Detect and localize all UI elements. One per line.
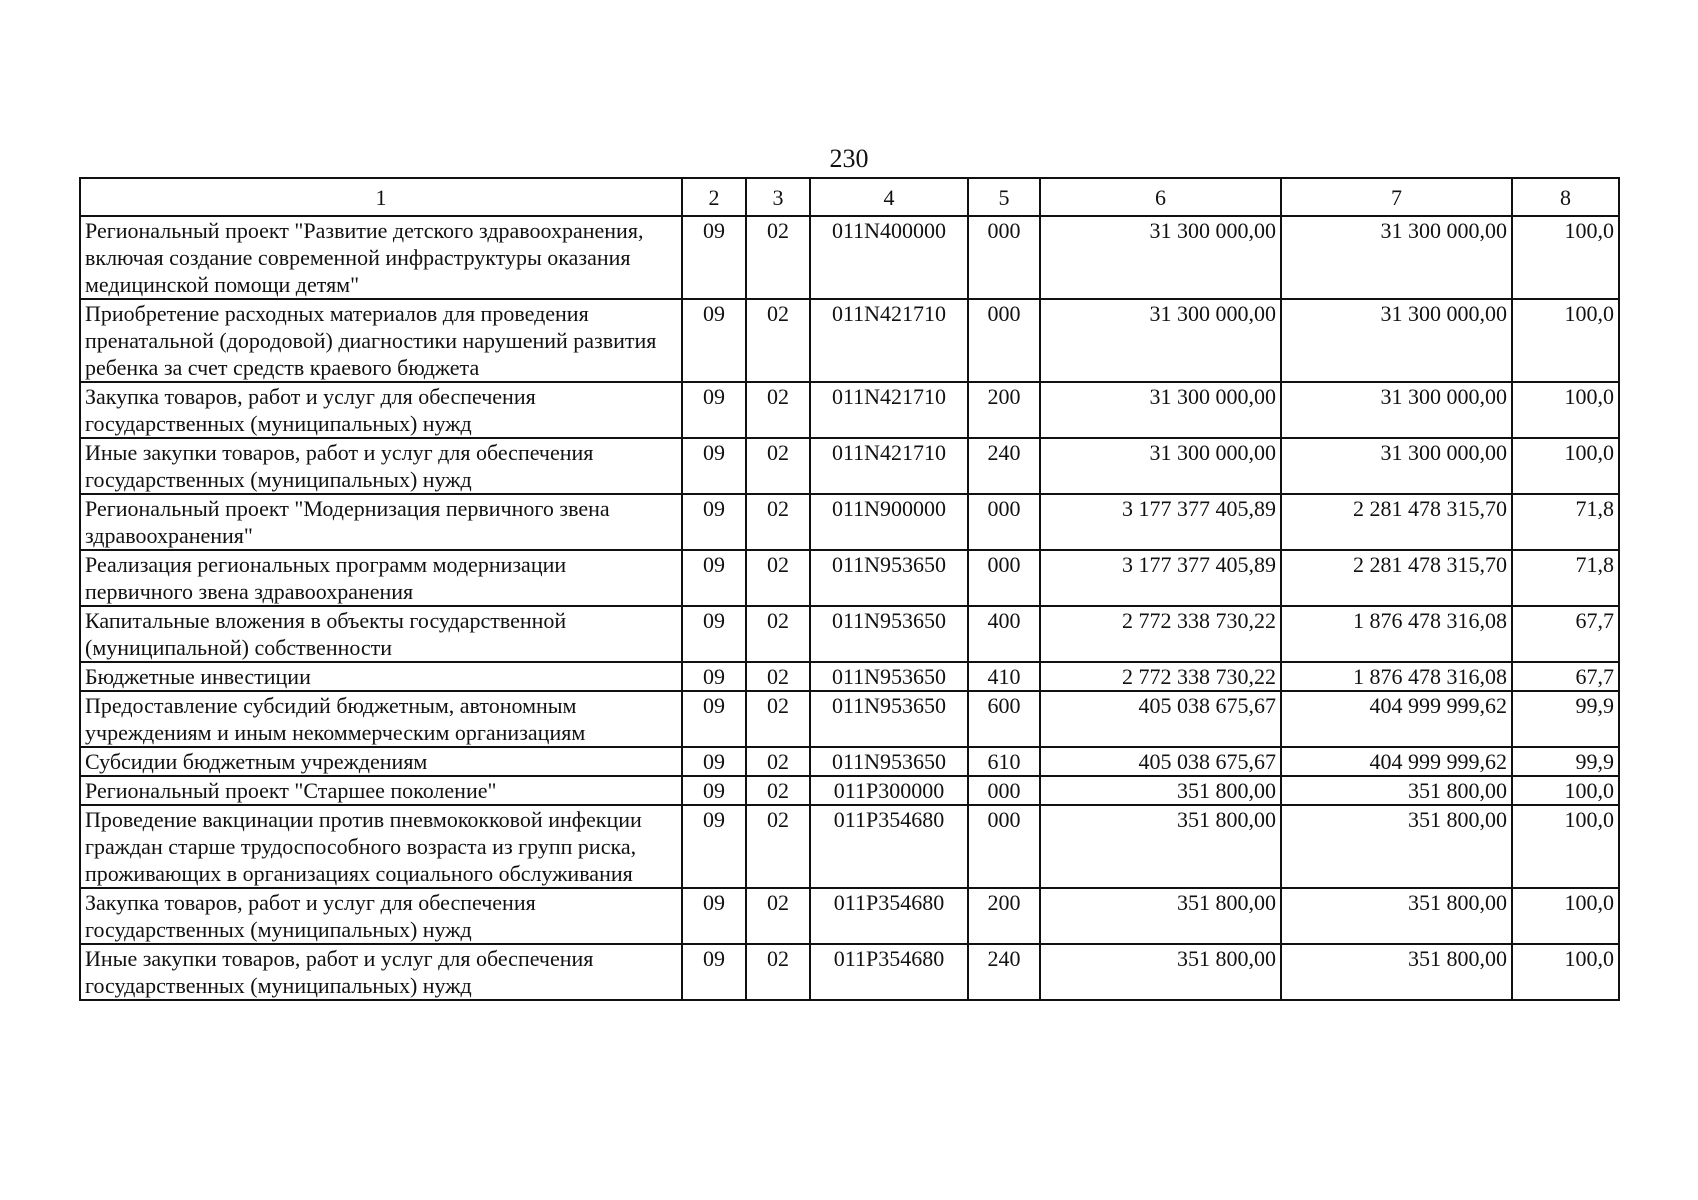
planned-amount-cell: 405 038 675,67 — [1040, 691, 1281, 747]
row-name-cell: Региональный проект "Развитие детского здравоохранения, включая создание современной инфраструктуры оказания медицинской помощи детям" — [80, 216, 682, 299]
subsection-code-cell: 02 — [746, 805, 810, 888]
subsection-code-cell: 02 — [746, 550, 810, 606]
planned-amount-cell: 351 800,00 — [1040, 805, 1281, 888]
column-header: 5 — [968, 178, 1040, 216]
target-article-cell: 011N421710 — [810, 299, 968, 382]
section-code-cell: 09 — [682, 662, 746, 691]
section-code-cell: 09 — [682, 776, 746, 805]
target-article-cell: 011N953650 — [810, 662, 968, 691]
row-name-cell: Закупка товаров, работ и услуг для обеспечения государственных (муниципальных) нужд — [80, 888, 682, 944]
subsection-code-cell: 02 — [746, 776, 810, 805]
column-header: 4 — [810, 178, 968, 216]
table-row — [80, 299, 1619, 382]
row-name-cell: Региональный проект "Старшее поколение" — [80, 776, 682, 805]
subsection-code-cell: 02 — [746, 747, 810, 776]
expense-type-cell: 000 — [968, 776, 1040, 805]
row-name-cell: Иные закупки товаров, работ и услуг для обеспечения государственных (муниципальных) нужд — [80, 438, 682, 494]
row-name-cell: Капитальные вложения в объекты государственной (муниципальной) собственности — [80, 606, 682, 662]
row-name-cell: Приобретение расходных материалов для проведения пренатальной (дородовой) диагностики нарушений развития ребенка за счет средств краевого бюджета — [80, 299, 682, 382]
target-article-cell: 011P354680 — [810, 888, 968, 944]
table-row — [80, 494, 1619, 550]
planned-amount-cell: 2 772 338 730,22 — [1040, 662, 1281, 691]
section-code-cell: 09 — [682, 944, 746, 1000]
section-code-cell: 09 — [682, 888, 746, 944]
expense-type-cell: 000 — [968, 299, 1040, 382]
row-name-cell: Предоставление субсидий бюджетным, автономным учреждениям и иным некоммерческим организациям — [80, 691, 682, 747]
target-article-cell: 011N900000 — [810, 494, 968, 550]
expense-type-cell: 610 — [968, 747, 1040, 776]
actual-amount-cell: 31 300 000,00 — [1281, 216, 1512, 299]
planned-amount-cell: 351 800,00 — [1040, 888, 1281, 944]
table-row — [80, 606, 1619, 662]
table-row — [80, 944, 1619, 1000]
expense-type-cell: 240 — [968, 438, 1040, 494]
target-article-cell: 011N953650 — [810, 747, 968, 776]
execution-percent-cell: 100,0 — [1512, 888, 1619, 944]
table-row — [80, 216, 1619, 299]
expense-type-cell: 000 — [968, 494, 1040, 550]
budget-table — [79, 177, 1620, 1001]
subsection-code-cell: 02 — [746, 662, 810, 691]
actual-amount-cell: 31 300 000,00 — [1281, 382, 1512, 438]
section-code-cell: 09 — [682, 606, 746, 662]
actual-amount-cell: 1 876 478 316,08 — [1281, 606, 1512, 662]
table-body — [80, 216, 1619, 1000]
table-row — [80, 691, 1619, 747]
expense-type-cell: 000 — [968, 805, 1040, 888]
expense-type-cell: 200 — [968, 382, 1040, 438]
target-article-cell: 011P354680 — [810, 805, 968, 888]
execution-percent-cell: 100,0 — [1512, 438, 1619, 494]
expense-type-cell: 000 — [968, 550, 1040, 606]
actual-amount-cell: 351 800,00 — [1281, 944, 1512, 1000]
execution-percent-cell: 100,0 — [1512, 944, 1619, 1000]
section-code-cell: 09 — [682, 494, 746, 550]
row-name-cell: Бюджетные инвестиции — [80, 662, 682, 691]
actual-amount-cell: 1 876 478 316,08 — [1281, 662, 1512, 691]
execution-percent-cell: 100,0 — [1512, 216, 1619, 299]
section-code-cell: 09 — [682, 382, 746, 438]
section-code-cell: 09 — [682, 805, 746, 888]
target-article-cell: 011N421710 — [810, 438, 968, 494]
table-row — [80, 776, 1619, 805]
planned-amount-cell: 3 177 377 405,89 — [1040, 550, 1281, 606]
table-row — [80, 438, 1619, 494]
target-article-cell: 011N421710 — [810, 382, 968, 438]
execution-percent-cell: 71,8 — [1512, 494, 1619, 550]
section-code-cell: 09 — [682, 438, 746, 494]
planned-amount-cell: 405 038 675,67 — [1040, 747, 1281, 776]
execution-percent-cell: 67,7 — [1512, 662, 1619, 691]
expense-type-cell: 400 — [968, 606, 1040, 662]
subsection-code-cell: 02 — [746, 299, 810, 382]
section-code-cell: 09 — [682, 747, 746, 776]
column-header: 1 — [80, 178, 682, 216]
planned-amount-cell: 351 800,00 — [1040, 944, 1281, 1000]
actual-amount-cell: 2 281 478 315,70 — [1281, 494, 1512, 550]
column-header: 7 — [1281, 178, 1512, 216]
planned-amount-cell: 351 800,00 — [1040, 776, 1281, 805]
expense-type-cell: 200 — [968, 888, 1040, 944]
execution-percent-cell: 100,0 — [1512, 382, 1619, 438]
row-name-cell: Закупка товаров, работ и услуг для обеспечения государственных (муниципальных) нужд — [80, 382, 682, 438]
table-row — [80, 550, 1619, 606]
target-article-cell: 011N953650 — [810, 550, 968, 606]
execution-percent-cell: 100,0 — [1512, 805, 1619, 888]
target-article-cell: 011P300000 — [810, 776, 968, 805]
actual-amount-cell: 31 300 000,00 — [1281, 438, 1512, 494]
execution-percent-cell: 67,7 — [1512, 606, 1619, 662]
actual-amount-cell: 351 800,00 — [1281, 888, 1512, 944]
section-code-cell: 09 — [682, 299, 746, 382]
row-name-cell: Субсидии бюджетным учреждениям — [80, 747, 682, 776]
column-header: 6 — [1040, 178, 1281, 216]
subsection-code-cell: 02 — [746, 888, 810, 944]
subsection-code-cell: 02 — [746, 944, 810, 1000]
subsection-code-cell: 02 — [746, 494, 810, 550]
expense-type-cell: 000 — [968, 216, 1040, 299]
expense-type-cell: 410 — [968, 662, 1040, 691]
subsection-code-cell: 02 — [746, 691, 810, 747]
row-name-cell: Проведение вакцинации против пневмококковой инфекции граждан старше трудоспособного возраста из групп риска, проживающих в организациях социального обслуживания — [80, 805, 682, 888]
subsection-code-cell: 02 — [746, 382, 810, 438]
target-article-cell: 011P354680 — [810, 944, 968, 1000]
planned-amount-cell: 2 772 338 730,22 — [1040, 606, 1281, 662]
target-article-cell: 011N400000 — [810, 216, 968, 299]
table-row — [80, 382, 1619, 438]
actual-amount-cell: 2 281 478 315,70 — [1281, 550, 1512, 606]
table-row — [80, 888, 1619, 944]
row-name-cell: Реализация региональных программ модернизации первичного звена здравоохранения — [80, 550, 682, 606]
execution-percent-cell: 100,0 — [1512, 299, 1619, 382]
header-row — [80, 178, 1619, 216]
actual-amount-cell: 31 300 000,00 — [1281, 299, 1512, 382]
expense-type-cell: 600 — [968, 691, 1040, 747]
planned-amount-cell: 3 177 377 405,89 — [1040, 494, 1281, 550]
planned-amount-cell: 31 300 000,00 — [1040, 216, 1281, 299]
column-header: 2 — [682, 178, 746, 216]
column-header: 3 — [746, 178, 810, 216]
table-row — [80, 662, 1619, 691]
expense-type-cell: 240 — [968, 944, 1040, 1000]
row-name-cell: Региональный проект "Модернизация первичного звена здравоохранения" — [80, 494, 682, 550]
section-code-cell: 09 — [682, 550, 746, 606]
planned-amount-cell: 31 300 000,00 — [1040, 382, 1281, 438]
page-number: 230 — [829, 144, 869, 173]
section-code-cell: 09 — [682, 691, 746, 747]
section-code-cell: 09 — [682, 216, 746, 299]
planned-amount-cell: 31 300 000,00 — [1040, 299, 1281, 382]
actual-amount-cell: 404 999 999,62 — [1281, 691, 1512, 747]
subsection-code-cell: 02 — [746, 216, 810, 299]
subsection-code-cell: 02 — [746, 438, 810, 494]
table-row — [80, 747, 1619, 776]
actual-amount-cell: 404 999 999,62 — [1281, 747, 1512, 776]
execution-percent-cell: 99,9 — [1512, 747, 1619, 776]
actual-amount-cell: 351 800,00 — [1281, 805, 1512, 888]
execution-percent-cell: 100,0 — [1512, 776, 1619, 805]
column-header: 8 — [1512, 178, 1619, 216]
planned-amount-cell: 31 300 000,00 — [1040, 438, 1281, 494]
row-name-cell: Иные закупки товаров, работ и услуг для обеспечения государственных (муниципальных) нужд — [80, 944, 682, 1000]
target-article-cell: 011N953650 — [810, 691, 968, 747]
actual-amount-cell: 351 800,00 — [1281, 776, 1512, 805]
table-row — [80, 805, 1619, 888]
subsection-code-cell: 02 — [746, 606, 810, 662]
target-article-cell: 011N953650 — [810, 606, 968, 662]
execution-percent-cell: 99,9 — [1512, 691, 1619, 747]
execution-percent-cell: 71,8 — [1512, 550, 1619, 606]
